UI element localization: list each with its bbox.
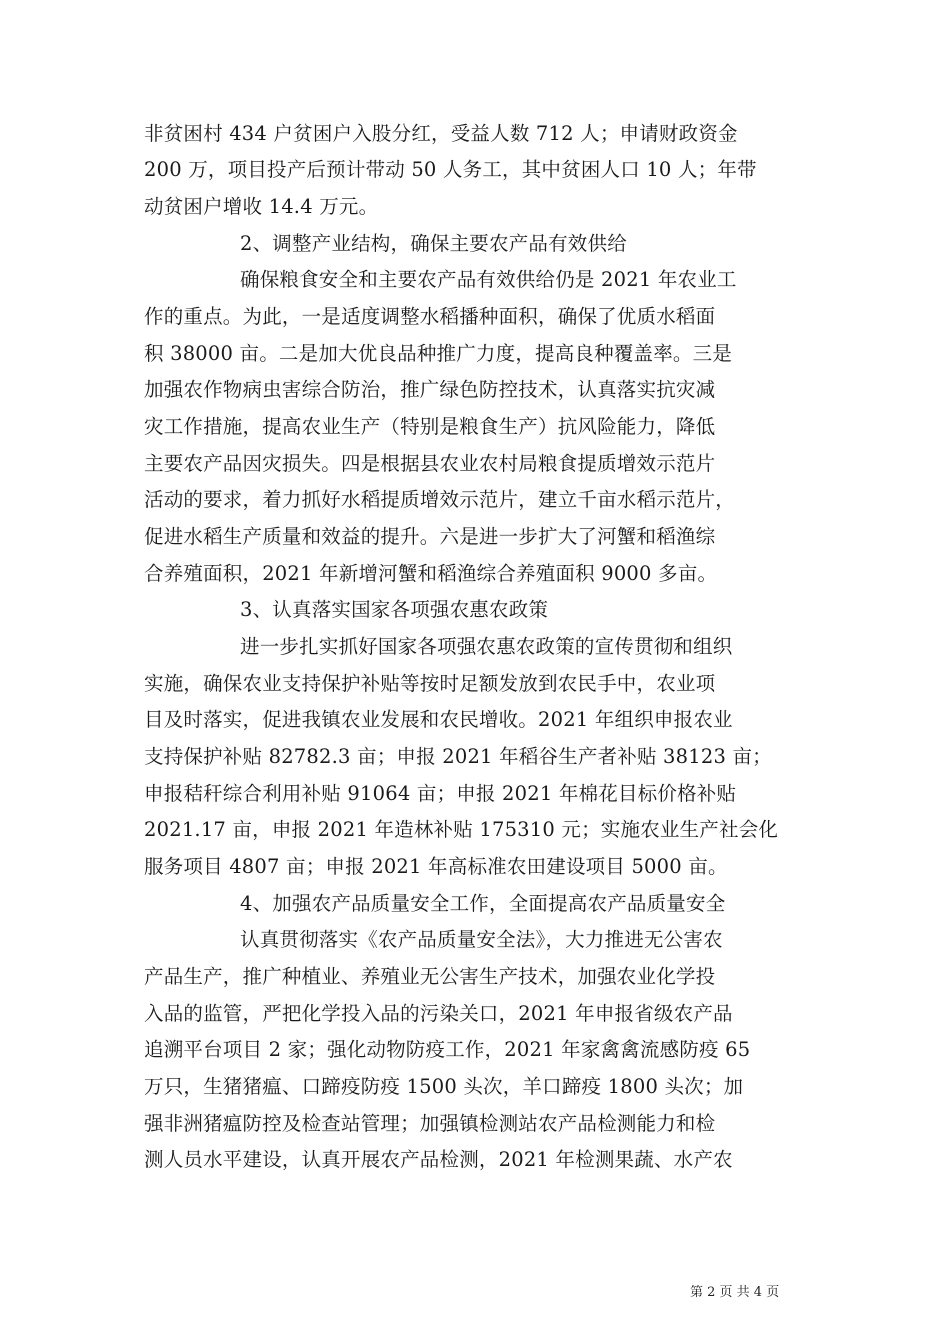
text-line: 主要农产品因灾损失。四是根据县农业农村局粮食提质增效示范片: [144, 452, 716, 475]
text-line: 支持保护补贴 82782.3 亩；申报 2021 年稻谷生产者补贴 38123 亩；: [144, 745, 772, 768]
text-line: 进一步扎实抓好国家各项强农惠农政策的宣传贯彻和组织: [240, 635, 733, 658]
text-line: 产品生产，推广种植业、养殖业无公害生产技术，加强农业化学投: [144, 965, 716, 988]
text-line: 灾工作措施，提高农业生产（特别是粮食生产）抗风险能力，降低: [144, 415, 716, 438]
page-number: 第 2 页 共 4 页: [690, 1285, 780, 1300]
text-line: 目及时落实，促进我镇农业发展和农民增收。2021 年组织申报农业: [144, 708, 733, 731]
text-line: 追溯平台项目 2 家；强化动物防疫工作，2021 年家禽禽流感防疫 65: [144, 1038, 751, 1061]
text-line: 2021.17 亩，申报 2021 年造林补贴 175310 元；实施农业生产社会化: [144, 818, 779, 841]
text-line: 200 万，项目投产后预计带动 50 人务工，其中贫困人口 10 人；年带: [144, 158, 757, 181]
text-line: 确保粮食安全和主要农产品有效供给仍是 2021 年农业工: [240, 268, 737, 291]
section-heading: 4、加强农产品质量安全工作，全面提高农产品质量安全: [240, 892, 726, 915]
text-line: 动贫困户增收 14.4 万元。: [144, 195, 379, 218]
text-line: 认真贯彻落实《农产品质量安全法》，大力推进无公害农: [240, 928, 723, 951]
text-line: 申报秸秆综合利用补贴 91064 亩；申报 2021 年棉花目标价格补贴: [144, 782, 737, 805]
text-line: 服务项目 4807 亩；申报 2021 年高标准农田建设项目 5000 亩。: [144, 855, 728, 878]
text-line: 作的重点。为此，一是适度调整水稻播种面积，确保了优质水稻面: [144, 305, 716, 328]
text-line: 促进水稻生产质量和效益的提升。六是进一步扩大了河蟹和稻渔综: [144, 525, 716, 548]
text-line: 合养殖面积，2021 年新增河蟹和稻渔综合养殖面积 9000 多亩。: [144, 562, 718, 585]
section-heading: 3、认真落实国家各项强农惠农政策: [240, 598, 549, 621]
text-line: 非贫困村 434 户贫困户入股分红，受益人数 712 人；申请财政资金: [144, 122, 738, 145]
text-line: 实施，确保农业支持保护补贴等按时足额发放到农民手中，农业项: [144, 672, 716, 695]
text-line: 积 38000 亩。二是加大优良品种推广力度，提高良种覆盖率。三是: [144, 342, 733, 365]
text-line: 万只，生猪猪瘟、口蹄疫防疫 1500 头次，羊口蹄疫 1800 头次；加: [144, 1075, 744, 1098]
text-line: 活动的要求，着力抓好水稻提质增效示范片，建立千亩水稻示范片，: [144, 488, 736, 511]
text-line: 强非洲猪瘟防控及检查站管理；加强镇检测站农产品检测能力和检: [144, 1112, 716, 1135]
text-line: 测人员水平建设，认真开展农产品检测，2021 年检测果蔬、水产农: [144, 1148, 733, 1171]
section-heading: 2、调整产业结构，确保主要农产品有效供给: [240, 232, 627, 255]
text-line: 加强农作物病虫害综合防治，推广绿色防控技术，认真落实抗灾减: [144, 378, 716, 401]
text-line: 入品的监管，严把化学投入品的污染关口，2021 年申报省级农产品: [144, 1002, 733, 1025]
